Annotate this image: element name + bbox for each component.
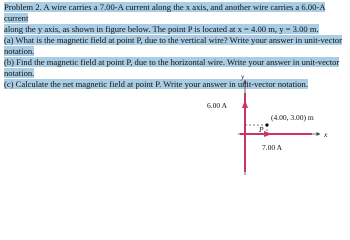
problem-line-7-text: (c) Calculate the net magnetic field at point P. Write your answer in unit-vector notation. — [4, 79, 309, 89]
problem-line-5-text: (b) Find the magnetic field at point P, due to the horizontal wire. Write your answer in unit-vector — [4, 57, 340, 67]
horizontal-current-label: 7.00 A — [262, 143, 283, 152]
problem-line-6-text: notation. — [4, 68, 35, 78]
x-axis-label: x — [324, 130, 328, 139]
problem-line-4-text: notation. — [4, 46, 35, 56]
problem-line-1-text: Problem 2. A wire carries a 7.00-A current along the x axis, and another wire carries a 6.00-A current — [4, 2, 326, 23]
y-axis-label: y — [241, 72, 245, 81]
point-p-label: P — [259, 125, 264, 134]
vertical-current-label: 6.00 A — [207, 101, 228, 110]
problem-line-2-text: along the y axis, as shown in figure below. The point P is located at x = 4.00 m, y = 3.00 m. — [4, 24, 319, 34]
vertical-current-arrow — [242, 100, 248, 108]
problem-line-3-text: (a) What is the magnetic field at point P, due to the vertical wire? Write your answer in unit-vector — [4, 35, 342, 45]
horizontal-current-arrow — [264, 131, 272, 137]
point-coordinates-label: (4.00, 3.00) m — [271, 113, 314, 122]
point-p-dot — [265, 123, 268, 126]
